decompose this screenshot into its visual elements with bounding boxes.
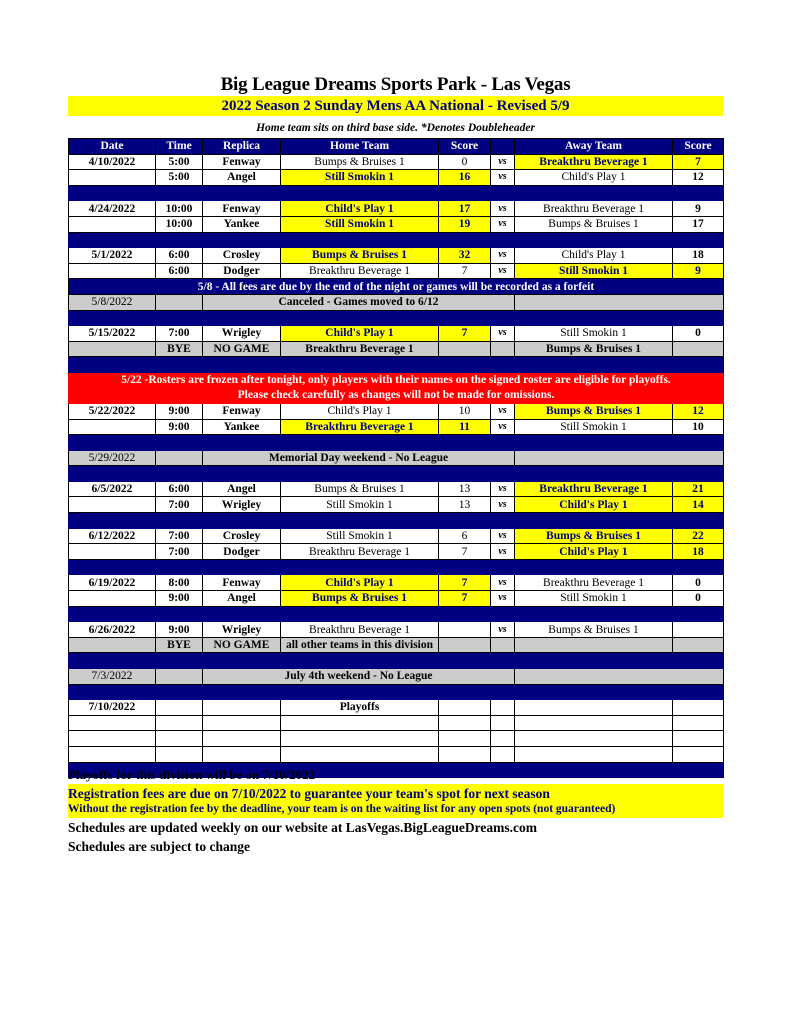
game-time: 6:00 — [156, 248, 203, 264]
waiting-list-note: Without the registration fee by the deadline, your team is on the waiting list for any open spots (not guaranteed) — [68, 803, 616, 815]
vs-label: vs — [491, 201, 515, 217]
empty-cell — [491, 715, 515, 731]
event-date: 7/3/2022 — [69, 669, 156, 685]
empty-cell — [156, 715, 203, 731]
away-team: Breakthru Beverage 1 — [515, 201, 673, 217]
home-team: Bumps & Bruises 1 — [281, 591, 439, 607]
game-row — [69, 154, 724, 170]
home-score: 7 — [439, 575, 491, 591]
game-time: 6:00 — [156, 481, 203, 497]
empty-cell — [491, 700, 515, 716]
game-time: 8:00 — [156, 575, 203, 591]
empty-cell — [673, 731, 724, 747]
field-replica: Wrigley — [203, 497, 281, 513]
home-team: Breakthru Beverage 1 — [281, 622, 439, 638]
game-date — [69, 497, 156, 513]
bye-row — [69, 637, 724, 653]
home-team: Still Smokin 1 — [281, 528, 439, 544]
no-game-label: NO GAME — [203, 341, 281, 357]
empty-cell — [515, 700, 673, 716]
away-team: Still Smokin 1 — [515, 591, 673, 607]
header-row — [69, 139, 724, 155]
empty-cell — [673, 700, 724, 716]
spacer-row — [69, 653, 724, 669]
away-score: 0 — [673, 575, 724, 591]
vs-label: vs — [491, 170, 515, 186]
home-team: Child's Play 1 — [281, 575, 439, 591]
blank-row — [69, 731, 724, 747]
home-team: Breakthru Beverage 1 — [281, 419, 439, 435]
away-score: 14 — [673, 497, 724, 513]
game-time: 10:00 — [156, 201, 203, 217]
away-score — [673, 622, 724, 638]
game-row — [69, 544, 724, 560]
game-date: 6/19/2022 — [69, 575, 156, 591]
home-score: 7 — [439, 263, 491, 279]
event-text: Memorial Day weekend - No League — [203, 450, 515, 466]
game-row — [69, 481, 724, 497]
game-date: 6/12/2022 — [69, 528, 156, 544]
event-date: 5/8/2022 — [69, 294, 156, 310]
home-score: 19 — [439, 216, 491, 232]
away-team: Child's Play 1 — [515, 248, 673, 264]
spacer-row — [69, 435, 724, 451]
empty-cell — [515, 450, 724, 466]
field-replica: Wrigley — [203, 326, 281, 342]
game-row — [69, 326, 724, 342]
game-time: 9:00 — [156, 419, 203, 435]
game-row — [69, 403, 724, 419]
game-time: 7:00 — [156, 528, 203, 544]
schedule-table — [68, 138, 724, 778]
page-title: Big League Dreams Sports Park - Las Vegas — [220, 74, 571, 95]
vs-label: vs — [491, 326, 515, 342]
spacer-cell — [69, 435, 724, 451]
change-note: Schedules are subject to change — [68, 839, 250, 854]
game-date — [69, 544, 156, 560]
away-score: 18 — [673, 248, 724, 264]
game-row — [69, 591, 724, 607]
field-replica: Fenway — [203, 575, 281, 591]
col-away-score: Score — [673, 139, 724, 155]
game-row — [69, 528, 724, 544]
empty-cell — [156, 294, 203, 310]
game-time: 7:00 — [156, 497, 203, 513]
game-time: 9:00 — [156, 622, 203, 638]
game-date: 5/1/2022 — [69, 248, 156, 264]
spacer-cell — [69, 513, 724, 529]
home-team: Still Smokin 1 — [281, 216, 439, 232]
schedule-note: Home team sits on third base side. *Denotes Doubleheader — [256, 122, 535, 134]
empty-cell — [673, 746, 724, 762]
spacer-cell — [69, 310, 724, 326]
game-time: 9:00 — [156, 403, 203, 419]
spacer-cell — [69, 185, 724, 201]
field-replica: Yankee — [203, 216, 281, 232]
field-replica: Dodger — [203, 263, 281, 279]
game-date — [69, 591, 156, 607]
bye-team: Bumps & Bruises 1 — [515, 341, 673, 357]
home-team: Bumps & Bruises 1 — [281, 248, 439, 264]
vs-label: vs — [491, 419, 515, 435]
home-score: 7 — [439, 591, 491, 607]
empty-cell — [439, 746, 491, 762]
spacer-row — [69, 357, 724, 373]
vs-label: vs — [491, 528, 515, 544]
empty-cell — [515, 746, 673, 762]
spacer-cell — [69, 684, 724, 700]
home-score: 32 — [439, 248, 491, 264]
field-replica: Angel — [203, 170, 281, 186]
col-time: Time — [156, 139, 203, 155]
spacer-cell — [69, 559, 724, 575]
vs-label: vs — [491, 575, 515, 591]
away-score: 9 — [673, 263, 724, 279]
home-score: 7 — [439, 544, 491, 560]
home-score — [439, 622, 491, 638]
empty-cell — [203, 731, 281, 747]
spacer-row — [69, 232, 724, 248]
game-time: 10:00 — [156, 216, 203, 232]
vs-label: vs — [491, 216, 515, 232]
empty-cell — [203, 715, 281, 731]
empty-cell — [69, 637, 156, 653]
field-replica: Wrigley — [203, 622, 281, 638]
spacer-row — [69, 466, 724, 482]
blank-row — [69, 715, 724, 731]
home-team: Child's Play 1 — [281, 326, 439, 342]
field-replica: Dodger — [203, 544, 281, 560]
game-row — [69, 622, 724, 638]
empty-cell — [673, 637, 724, 653]
game-row — [69, 248, 724, 264]
home-score: 7 — [439, 326, 491, 342]
away-score: 22 — [673, 528, 724, 544]
empty-cell — [673, 715, 724, 731]
empty-cell — [439, 341, 491, 357]
away-team: Bumps & Bruises 1 — [515, 622, 673, 638]
col-home-team: Home Team — [281, 139, 439, 155]
registration-note: Registration fees are due on 7/10/2022 to guarantee your team's spot for next season — [68, 786, 550, 801]
away-score: 7 — [673, 154, 724, 170]
empty-cell — [491, 731, 515, 747]
playoff-date: 7/10/2022 — [69, 700, 156, 716]
home-team: Breakthru Beverage 1 — [281, 544, 439, 560]
game-date — [69, 170, 156, 186]
game-row — [69, 201, 724, 217]
away-team: Still Smokin 1 — [515, 419, 673, 435]
away-score: 9 — [673, 201, 724, 217]
field-replica: Fenway — [203, 201, 281, 217]
home-team: Bumps & Bruises 1 — [281, 154, 439, 170]
spacer-cell — [69, 466, 724, 482]
season-subtitle: 2022 Season 2 Sunday Mens AA National - Revised 5/9 — [68, 96, 723, 116]
empty-cell — [69, 341, 156, 357]
vs-label: vs — [491, 248, 515, 264]
empty-cell — [203, 700, 281, 716]
bye-team: all other teams in this division — [281, 637, 439, 653]
home-team: Child's Play 1 — [281, 403, 439, 419]
spacer-cell — [69, 606, 724, 622]
empty-cell — [69, 746, 156, 762]
empty-cell — [156, 731, 203, 747]
game-time: 7:00 — [156, 544, 203, 560]
empty-cell — [439, 731, 491, 747]
empty-cell — [673, 341, 724, 357]
vs-label: vs — [491, 403, 515, 419]
playoff-row — [69, 700, 724, 716]
schedule-body — [69, 154, 724, 778]
away-score: 21 — [673, 481, 724, 497]
home-score: 6 — [439, 528, 491, 544]
game-date: 5/15/2022 — [69, 326, 156, 342]
empty-cell — [69, 715, 156, 731]
game-time: 5:00 — [156, 154, 203, 170]
home-team: Bumps & Bruises 1 — [281, 481, 439, 497]
vs-label: vs — [491, 154, 515, 170]
away-score: 12 — [673, 403, 724, 419]
bye-label: BYE — [156, 637, 203, 653]
roster-freeze-line-1: 5/22 -Rosters are frozen after tonight, only players with their names on the signed roster are eligible for playoffs. — [121, 373, 671, 386]
home-score: 10 — [439, 403, 491, 419]
col-vs — [491, 139, 515, 155]
away-team: Child's Play 1 — [515, 497, 673, 513]
field-replica: Fenway — [203, 154, 281, 170]
empty-cell — [281, 715, 439, 731]
game-date: 4/24/2022 — [69, 201, 156, 217]
col-replica: Replica — [203, 139, 281, 155]
game-time: 6:00 — [156, 263, 203, 279]
vs-label: vs — [491, 622, 515, 638]
empty-cell — [156, 746, 203, 762]
field-replica: Crosley — [203, 248, 281, 264]
away-team: Still Smokin 1 — [515, 263, 673, 279]
away-team: Breakthru Beverage 1 — [515, 154, 673, 170]
home-score: 17 — [439, 201, 491, 217]
home-team: Breakthru Beverage 1 — [281, 263, 439, 279]
game-date: 5/22/2022 — [69, 403, 156, 419]
away-score: 0 — [673, 591, 724, 607]
home-score: 0 — [439, 154, 491, 170]
empty-cell — [491, 746, 515, 762]
empty-cell — [515, 669, 724, 685]
vs-label: vs — [491, 544, 515, 560]
game-row — [69, 575, 724, 591]
no-game-label: NO GAME — [203, 637, 281, 653]
playoff-label: Playoffs — [281, 700, 439, 716]
home-team: Still Smokin 1 — [281, 170, 439, 186]
away-team: Bumps & Bruises 1 — [515, 528, 673, 544]
event-date: 5/29/2022 — [69, 450, 156, 466]
vs-label: vs — [491, 497, 515, 513]
field-replica: Angel — [203, 591, 281, 607]
game-row — [69, 263, 724, 279]
away-team: Bumps & Bruises 1 — [515, 216, 673, 232]
empty-cell — [515, 715, 673, 731]
field-replica: Fenway — [203, 403, 281, 419]
roster-freeze-line-2: Please check carefully as changes will not be made for omissions. — [237, 388, 555, 401]
no-league-row — [69, 294, 724, 310]
game-date — [69, 419, 156, 435]
game-row — [69, 497, 724, 513]
empty-cell — [69, 731, 156, 747]
spacer-row — [69, 513, 724, 529]
vs-label: vs — [491, 591, 515, 607]
vs-label: vs — [491, 263, 515, 279]
playoffs-note: Playoffs for this division will be on 7/10/2022 — [68, 767, 316, 782]
bye-label: BYE — [156, 341, 203, 357]
spacer-row — [69, 684, 724, 700]
game-date — [69, 263, 156, 279]
empty-cell — [281, 731, 439, 747]
game-date: 6/5/2022 — [69, 481, 156, 497]
game-time: 7:00 — [156, 326, 203, 342]
event-text: Canceled - Games moved to 6/12 — [203, 294, 515, 310]
away-team: Breakthru Beverage 1 — [515, 575, 673, 591]
home-score: 11 — [439, 419, 491, 435]
empty-cell — [156, 700, 203, 716]
spacer-row — [69, 606, 724, 622]
empty-cell — [491, 341, 515, 357]
col-away-team: Away Team — [515, 139, 673, 155]
empty-cell — [156, 669, 203, 685]
empty-cell — [281, 746, 439, 762]
bye-team: Breakthru Beverage 1 — [281, 341, 439, 357]
empty-cell — [156, 450, 203, 466]
home-team: Child's Play 1 — [281, 201, 439, 217]
registration-banner — [68, 784, 723, 818]
empty-cell — [515, 731, 673, 747]
fees-notice-row — [69, 279, 724, 295]
empty-cell — [515, 294, 724, 310]
game-row — [69, 216, 724, 232]
empty-cell — [439, 637, 491, 653]
empty-cell — [491, 637, 515, 653]
vs-label: vs — [491, 481, 515, 497]
away-score: 17 — [673, 216, 724, 232]
fees-notice: 5/8 - All fees are due by the end of the night or games will be recorded as a forfeit — [69, 279, 724, 295]
spacer-row — [69, 559, 724, 575]
home-score: 16 — [439, 170, 491, 186]
game-row — [69, 419, 724, 435]
away-team: Child's Play 1 — [515, 170, 673, 186]
game-time: 5:00 — [156, 170, 203, 186]
col-date: Date — [69, 139, 156, 155]
field-replica: Yankee — [203, 419, 281, 435]
spacer-row — [69, 310, 724, 326]
home-team: Still Smokin 1 — [281, 497, 439, 513]
field-replica: Crosley — [203, 528, 281, 544]
away-team: Breakthru Beverage 1 — [515, 481, 673, 497]
no-league-row — [69, 669, 724, 685]
away-score: 18 — [673, 544, 724, 560]
bye-row — [69, 341, 724, 357]
empty-cell — [439, 715, 491, 731]
no-league-row — [69, 450, 724, 466]
bye-team — [515, 637, 673, 653]
game-time: 9:00 — [156, 591, 203, 607]
spacer-cell — [69, 232, 724, 248]
website-note: Schedules are updated weekly on our website at LasVegas.BigLeagueDreams.com — [68, 820, 538, 835]
game-date — [69, 216, 156, 232]
game-date: 4/10/2022 — [69, 154, 156, 170]
away-score: 12 — [673, 170, 724, 186]
roster-freeze-notice — [69, 372, 724, 403]
away-team: Still Smokin 1 — [515, 326, 673, 342]
away-team: Bumps & Bruises 1 — [515, 403, 673, 419]
spacer-cell — [69, 653, 724, 669]
spacer-cell — [69, 357, 724, 373]
roster-freeze-row — [69, 372, 724, 403]
empty-cell — [203, 746, 281, 762]
blank-row — [69, 746, 724, 762]
game-row — [69, 170, 724, 186]
game-date: 6/26/2022 — [69, 622, 156, 638]
event-text: July 4th weekend - No League — [203, 669, 515, 685]
col-home-score: Score — [439, 139, 491, 155]
away-score: 0 — [673, 326, 724, 342]
away-score: 10 — [673, 419, 724, 435]
home-score: 13 — [439, 481, 491, 497]
home-score: 13 — [439, 497, 491, 513]
empty-cell — [439, 700, 491, 716]
spacer-row — [69, 185, 724, 201]
field-replica: Angel — [203, 481, 281, 497]
away-team: Child's Play 1 — [515, 544, 673, 560]
